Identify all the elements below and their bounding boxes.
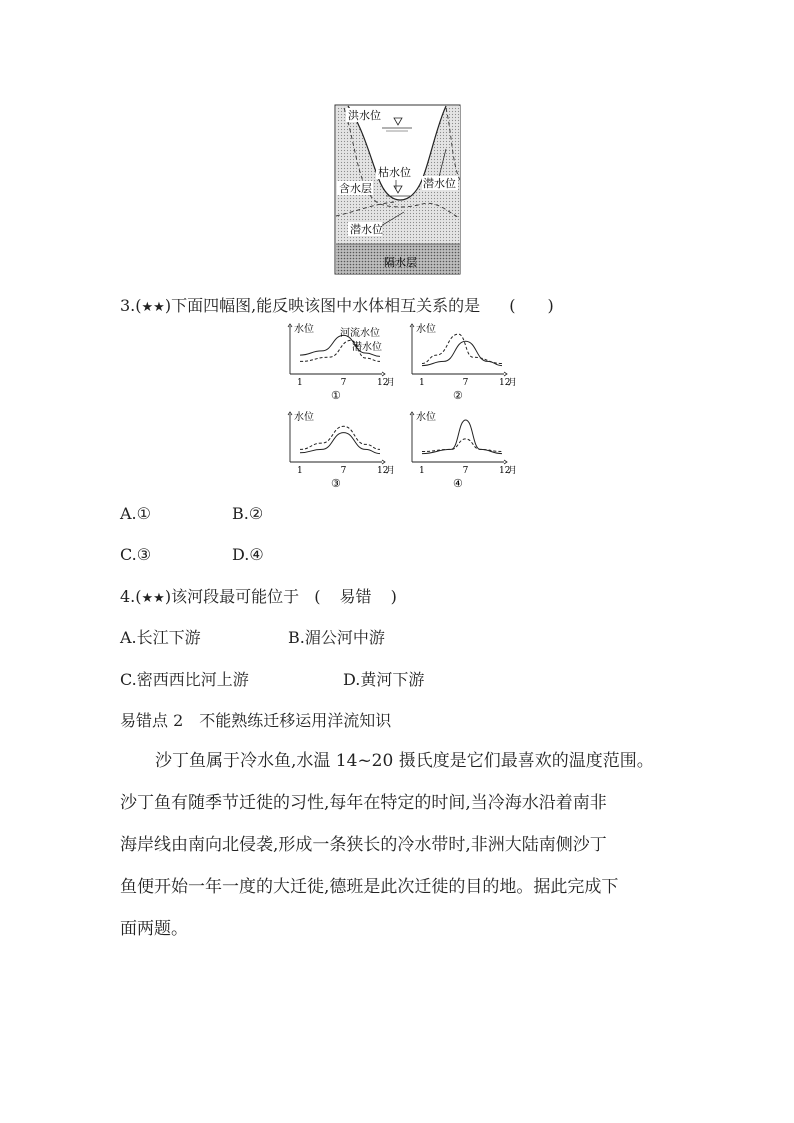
y-axis-label: 水位 — [294, 412, 314, 423]
graph-caption: ② — [453, 389, 463, 402]
graph-caption: ④ — [453, 477, 463, 490]
aquiclude-label: 隔水层 — [384, 256, 417, 269]
passage-line-5: 面两题。 — [120, 919, 188, 939]
dry-level-label: 枯水位 — [378, 166, 411, 179]
x-axis-arrow — [382, 460, 385, 464]
graph-4 — [410, 410, 517, 490]
section-heading: 易错点 2 不能熟练迁移运用洋流知识 — [120, 711, 392, 730]
water-table-left-label: 潜水位 — [350, 223, 383, 236]
question-3: 3.(★★)下面四幅图,能反映该图中水体相互关系的是 ( ) — [120, 296, 554, 315]
x-tick-label: 7 — [340, 378, 347, 388]
x-axis-arrow — [504, 460, 507, 464]
x-unit-label: 月 — [386, 378, 396, 388]
graph-1 — [288, 322, 395, 402]
option-c[interactable]: C.③ — [120, 545, 152, 564]
graph-caption: ① — [331, 389, 341, 402]
error-prone-tag: 易错 — [339, 587, 372, 606]
x-unit-label: 月 — [386, 466, 396, 476]
aquifer-label: 含水层 — [339, 182, 372, 195]
passage-line-2: 沙丁鱼有随季节迁徙的习性,每年在特定的时间,当冷海水沿着南非 — [120, 793, 607, 813]
option-d[interactable]: D.黄河下游 — [343, 670, 425, 689]
y-axis-label: 水位 — [294, 324, 314, 335]
river-cross-section-diagram — [334, 104, 462, 276]
graph-2 — [410, 322, 517, 402]
difficulty-stars: ★★ — [141, 591, 165, 606]
difficulty-stars: ★★ — [141, 300, 165, 315]
river-level-line — [300, 433, 380, 454]
x-axis-arrow — [382, 372, 385, 376]
groundwater-level-line — [422, 334, 502, 363]
question-stem: 该河段最可能位于 — [171, 587, 300, 606]
option-a[interactable]: A.长江下游 — [120, 628, 201, 647]
river-level-line — [422, 420, 502, 454]
x-tick-label: 1 — [297, 466, 303, 476]
question-number: 3. — [120, 296, 136, 315]
x-tick-label: 7 — [340, 466, 347, 476]
x-tick-label: 1 — [419, 378, 425, 388]
answer-blank: ( ) — [509, 296, 554, 315]
groundwater-level-line — [422, 439, 502, 452]
x-tick-label: 7 — [462, 466, 469, 476]
option-d[interactable]: D.④ — [232, 545, 264, 564]
y-axis-label: 水位 — [416, 324, 436, 335]
x-tick-label: 1 — [419, 466, 425, 476]
graph-caption: ③ — [331, 477, 341, 490]
groundwater-level-line — [300, 426, 380, 449]
x-tick-label: 12 — [377, 378, 389, 388]
option-b[interactable]: B.② — [232, 504, 264, 523]
y-axis-label: 水位 — [416, 412, 436, 423]
x-tick-label: 12 — [499, 466, 511, 476]
x-tick-label: 7 — [462, 378, 469, 388]
passage-line-1: 沙丁鱼属于冷水鱼,水温 14~20 摄氏度是它们最喜欢的温度范围。 — [155, 751, 654, 771]
option-a[interactable]: A.① — [120, 504, 151, 523]
x-tick-label: 1 — [297, 378, 303, 388]
x-axis-arrow — [504, 372, 507, 376]
question-4: 4.(★★)该河段最可能位于 ( 易错 ) — [120, 587, 397, 606]
x-unit-label: 月 — [508, 378, 518, 388]
x-tick-label: 12 — [499, 378, 511, 388]
x-tick-label: 12 — [377, 466, 389, 476]
legend-river: 河流水位 — [340, 328, 380, 339]
legend-groundwater: 潜水位 — [352, 342, 382, 353]
passage-line-3: 海岸线由南向北侵袭,形成一条狭长的冷水带时,非洲大陆南侧沙丁 — [120, 835, 607, 855]
passage-line-4: 鱼便开始一年一度的大迁徙,德班是此次迁徙的目的地。据此完成下 — [120, 877, 619, 897]
flood-level-label: 洪水位 — [348, 109, 381, 122]
option-b[interactable]: B.湄公河中游 — [288, 628, 385, 647]
graph-3 — [288, 410, 395, 490]
option-c[interactable]: C.密西西比河上游 — [120, 670, 249, 689]
water-level-graphs — [282, 322, 522, 492]
water-table-right-label: 潜水位 — [423, 177, 456, 190]
x-unit-label: 月 — [508, 466, 518, 476]
question-stem: 下面四幅图,能反映该图中水体相互关系的是 — [171, 296, 481, 315]
